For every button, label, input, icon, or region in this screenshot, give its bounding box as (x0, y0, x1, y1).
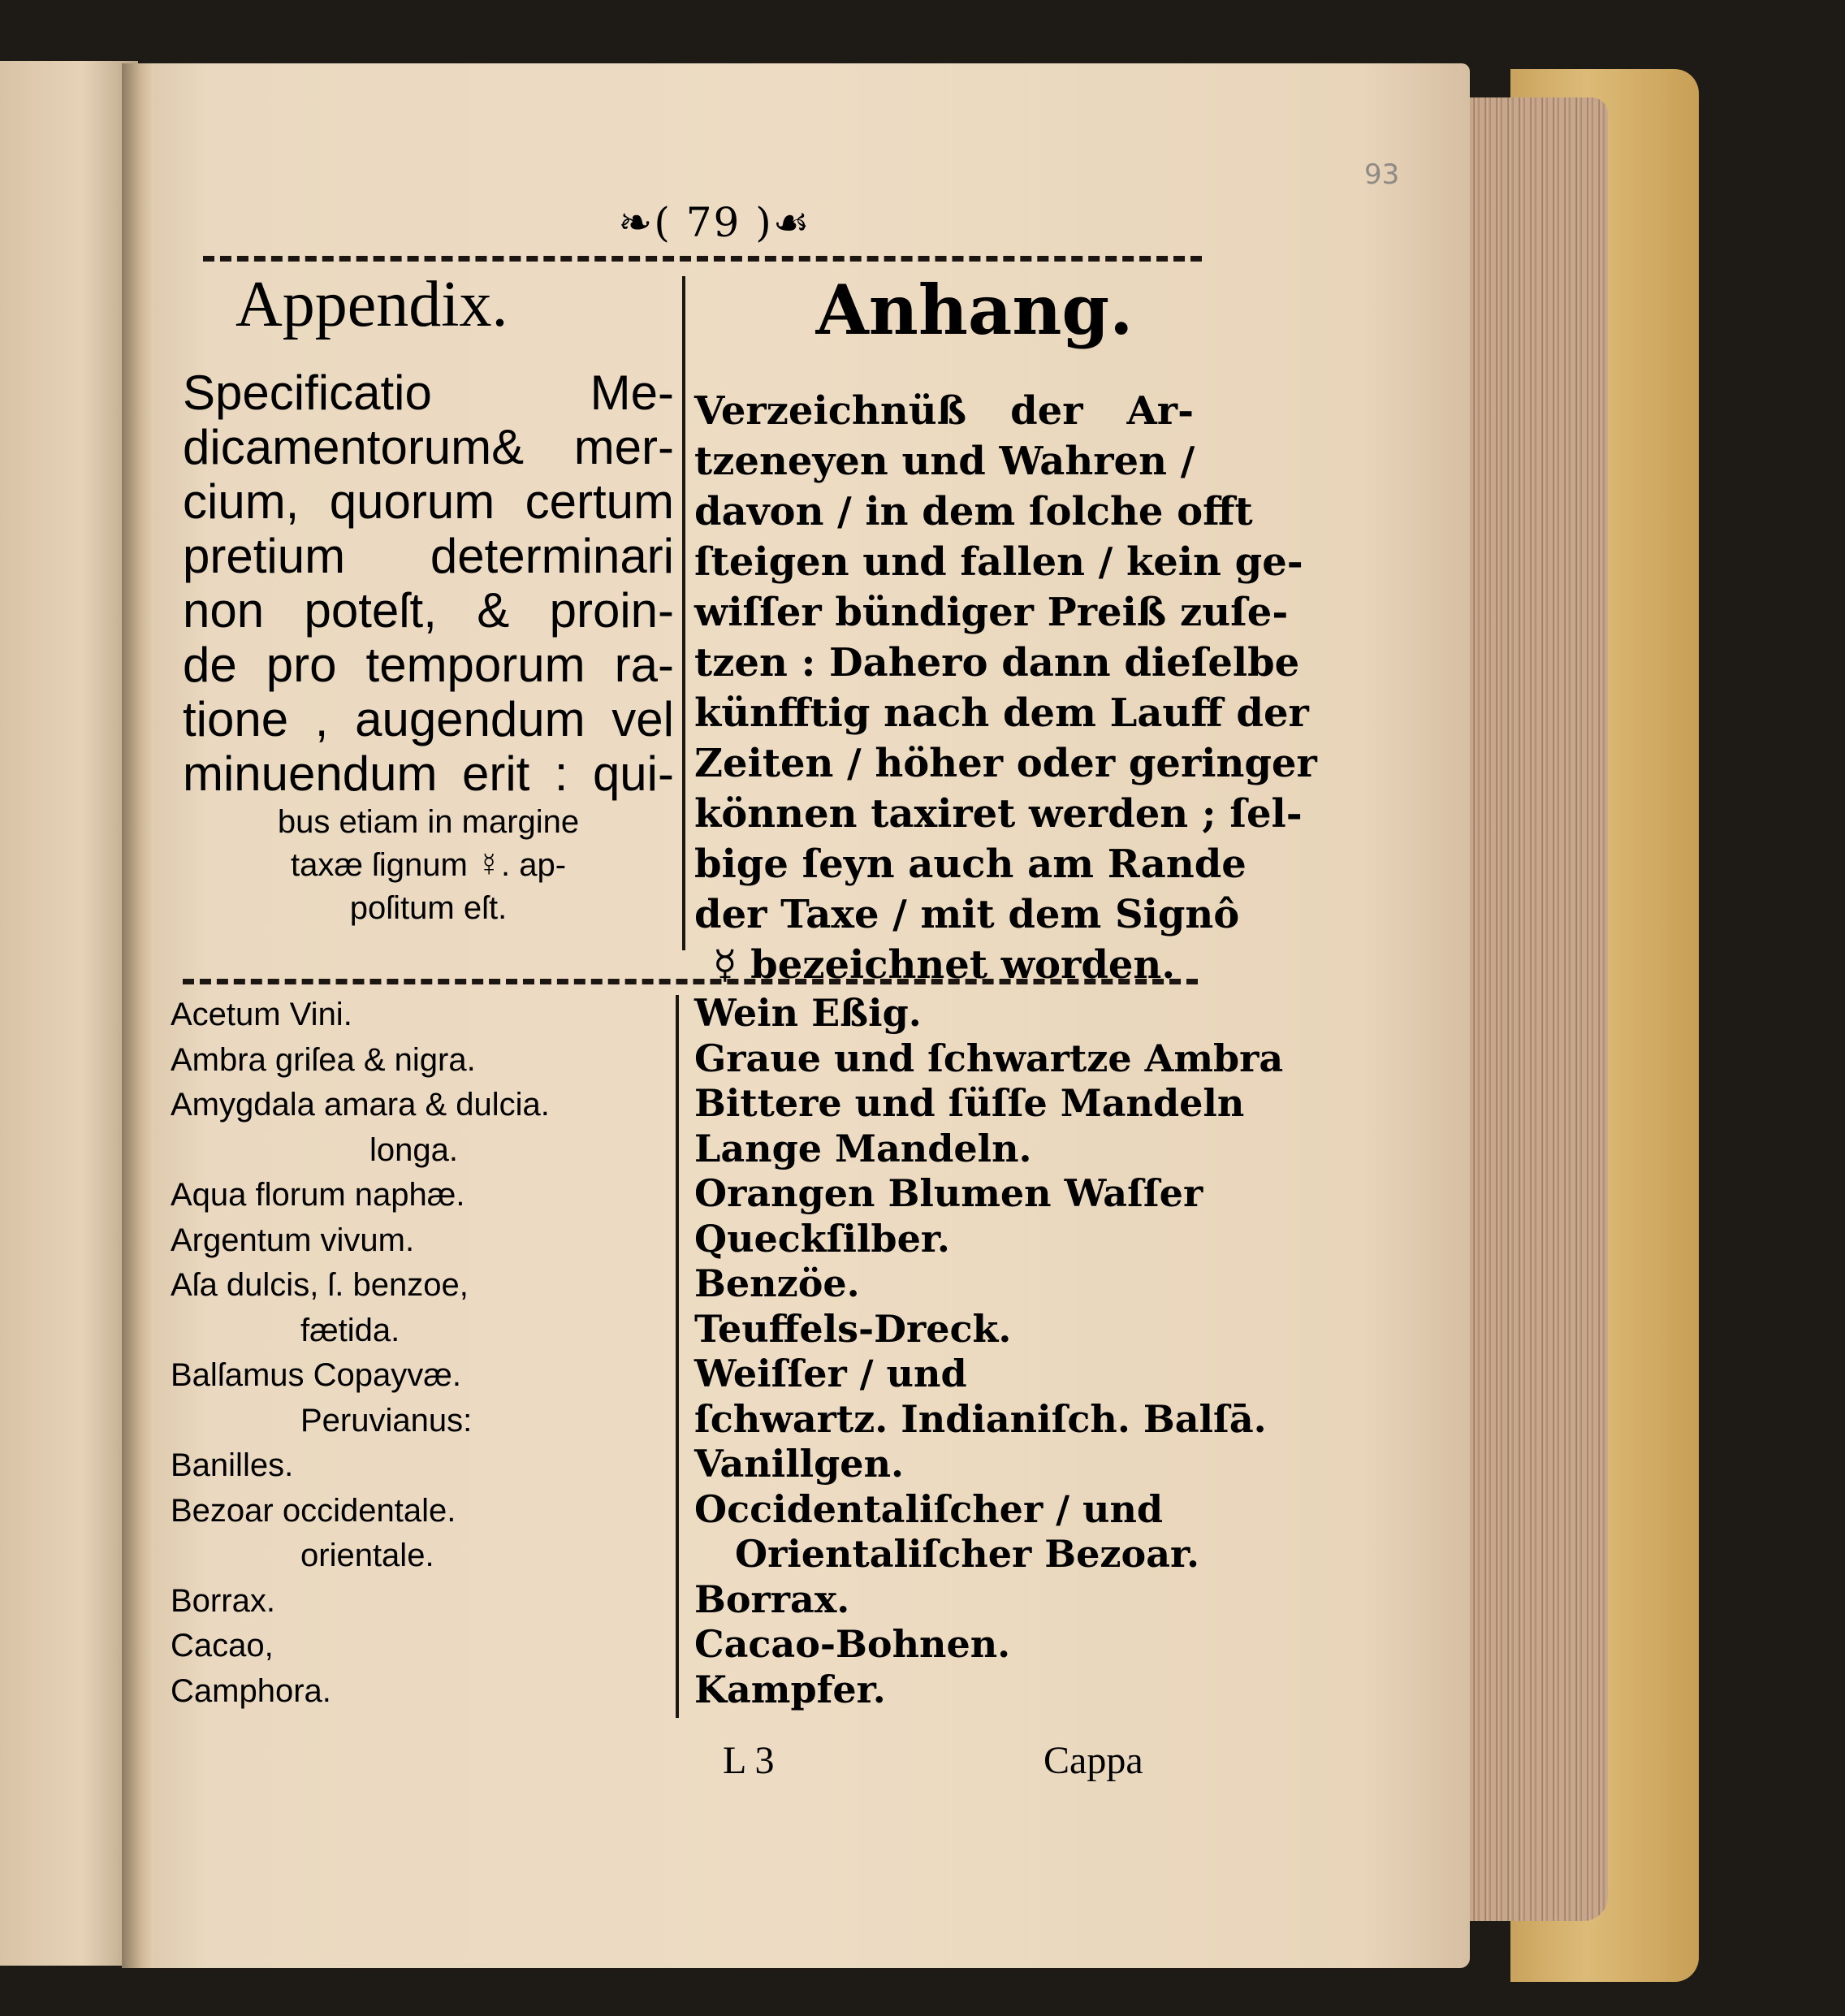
latin-heading-text (183, 366, 674, 930)
gutter-shadow (122, 63, 154, 1968)
latin-entry: Aqua florum naphæ. (171, 1177, 465, 1213)
latin-line: non poteſt, & proin- (183, 583, 674, 638)
latin-line: poſitum eſt. (349, 890, 508, 926)
latin-entry: orientale. (300, 1538, 434, 1573)
latin-entry: Peruvianus: (300, 1402, 473, 1438)
column-divider-bottom (676, 995, 679, 1718)
german-title: Anhang. (815, 270, 1134, 350)
german-entry: Graue und ſchwartze Ambra (694, 1036, 1284, 1080)
latin-entry: Camphora. (171, 1672, 331, 1709)
german-entry: Orangen Blumen Waſſer (694, 1171, 1203, 1215)
latin-entry: Banilles. (171, 1447, 294, 1483)
german-entry: Benzöe. (694, 1261, 860, 1305)
column-divider-top (682, 276, 685, 950)
latin-entry: Balſamus Copayvæ. (171, 1357, 461, 1393)
latin-line: taxæ ſignum ☿. ap- (290, 847, 567, 883)
german-line: Zeiten / höher oder geringer (694, 741, 1317, 786)
german-entry: Borrax. (694, 1577, 850, 1621)
german-line: Verzeichnüß der Ar- (694, 388, 1194, 434)
latin-line: bus etiam in margine (277, 804, 580, 840)
german-entry: Queckſilber. (694, 1216, 950, 1261)
middle-rule (183, 979, 1198, 984)
catchword: Cappa (1043, 1739, 1143, 1782)
latin-line: de pro temporum ra- (183, 638, 674, 692)
german-entry: Orientaliſcher Bezoar. (735, 1532, 1200, 1576)
latin-entry: Acetum Vini. (171, 997, 352, 1032)
latin-entry: Aſa dulcis, ſ. benzoe, (171, 1267, 469, 1303)
german-line: der Taxe / mit dem Signô (694, 892, 1240, 937)
signature-mark: L 3 (723, 1739, 775, 1782)
german-entry: Weiſſer / und (694, 1352, 967, 1395)
german-entry: Cacao-Bohnen. (694, 1622, 1011, 1666)
latin-line: minuendum erit : qui- (183, 746, 674, 801)
german-entry: Vanillgen. (694, 1442, 905, 1486)
german-line: künfftig nach dem Lauff der (694, 690, 1309, 736)
german-entry-list (694, 991, 1284, 1712)
german-line: können taxiret werden ; ſel- (694, 791, 1303, 837)
german-heading-text (694, 386, 1317, 990)
latin-line: dicamentorum& mer- (183, 420, 674, 474)
page-edges (1445, 97, 1608, 1921)
german-line: tzeneyen und Wahren / (694, 439, 1195, 484)
german-line: tzen : Dahero dann dieſelbe (694, 640, 1300, 686)
latin-entry: Ambra griſea & nigra. (171, 1041, 476, 1078)
latin-entry: Argentum vivum. (171, 1222, 415, 1258)
latin-entry: longa. (369, 1131, 458, 1168)
latin-entry: fætida. (300, 1312, 400, 1348)
german-line: wiſſer bündiger Preiß zuſe- (694, 590, 1289, 635)
german-line: davon / in dem ſolche offt (694, 489, 1253, 534)
german-line: ☿ bezeichnet worden. (712, 942, 1176, 988)
latin-entry: Cacao, (171, 1628, 274, 1663)
german-line: bige ſeyn auch am Rande (694, 841, 1247, 887)
latin-entry: Bezoar occidentale. (171, 1492, 456, 1529)
german-entry: Bittere und ſüſſe Mandeln (694, 1081, 1245, 1125)
german-entry: Teuffels-Dreck. (694, 1306, 1012, 1351)
latin-entry: Borrax. (171, 1582, 275, 1619)
latin-entry-list (171, 993, 674, 1714)
german-entry: Occidentaliſcher / und (694, 1486, 1164, 1531)
latin-line: cium, quorum certum (183, 474, 674, 529)
latin-line: Specificatio Me- (183, 366, 674, 420)
top-rule (203, 256, 1202, 262)
latin-title: Appendix. (235, 269, 508, 340)
german-entry: Wein Eßig. (694, 991, 922, 1035)
latin-line: pretium determinari (183, 529, 674, 583)
german-line: ſteigen und fallen / kein ge- (694, 539, 1303, 585)
latin-line: tione , augendum vel (183, 692, 674, 746)
folio-note: 93 (1364, 158, 1400, 191)
page-header: ❧( 79 )☙ (618, 199, 811, 246)
facing-page (0, 61, 138, 1966)
german-entry: Kampfer. (694, 1667, 886, 1711)
german-entry: Lange Mandeln. (694, 1126, 1032, 1170)
german-entry: ſchwartz. Indianiſch. Balſā. (694, 1396, 1267, 1441)
latin-entry: Amygdala amara & dulcia. (171, 1087, 550, 1123)
